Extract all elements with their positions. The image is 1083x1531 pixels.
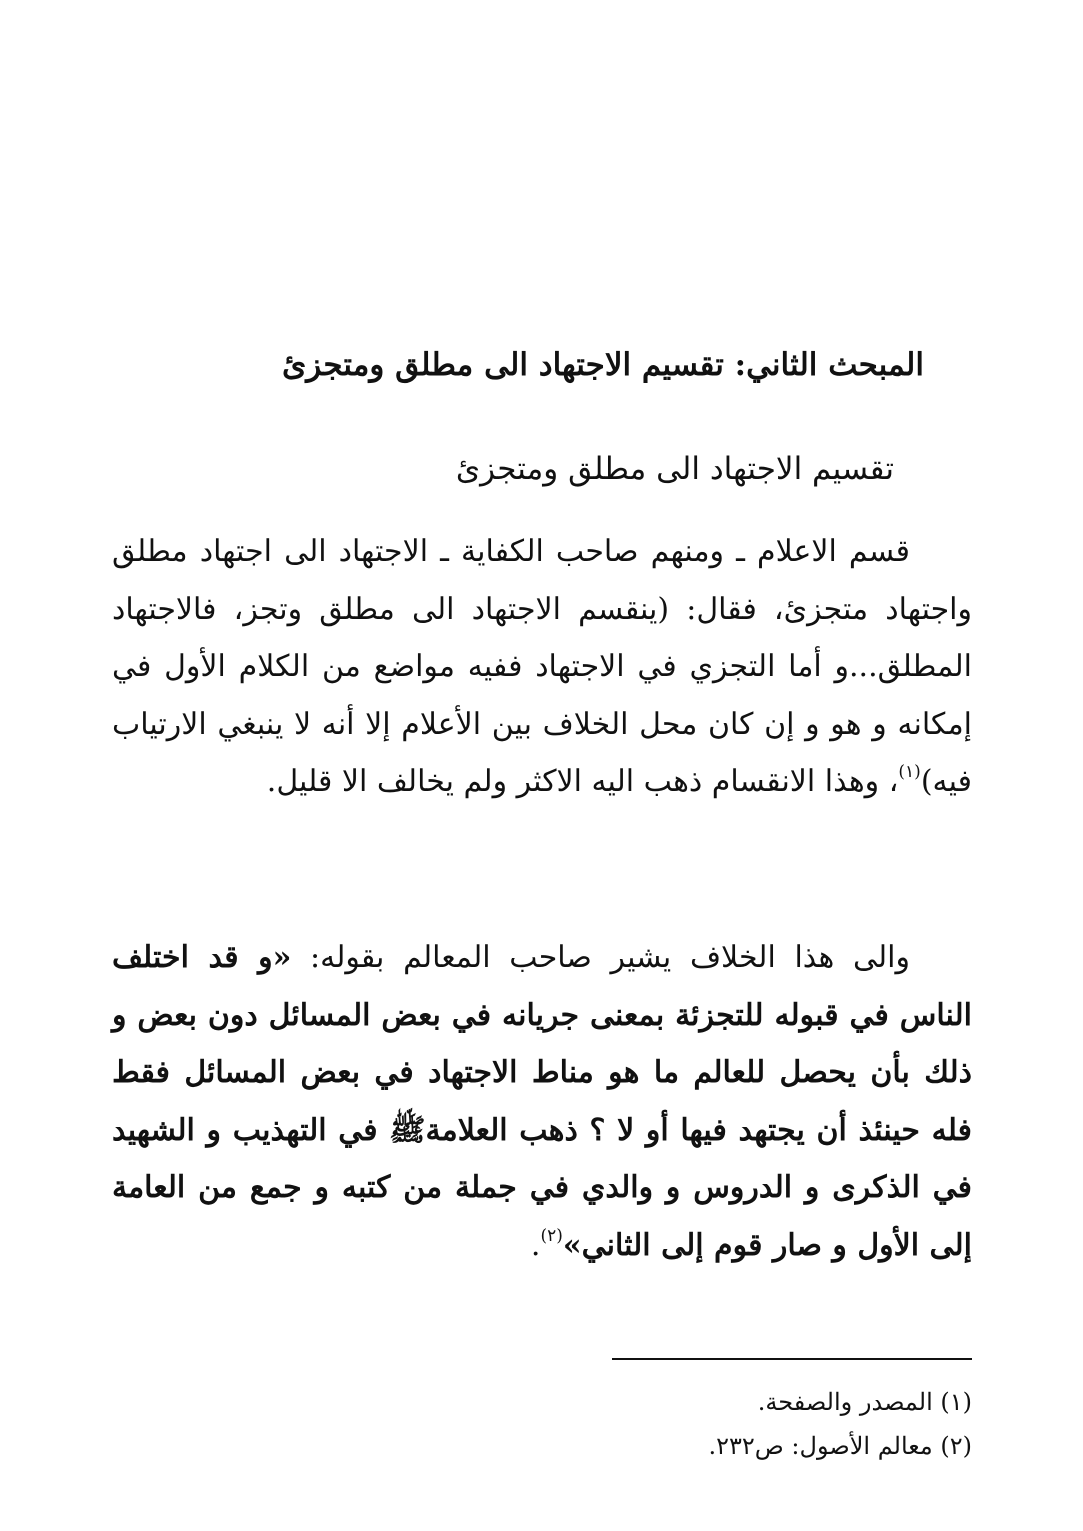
paragraph-1 xyxy=(112,523,972,811)
footnote-divider xyxy=(612,1358,972,1360)
paragraph-1-tail: ، وهذا الانقسام ذهب اليه الاكثر ولم يخالف الا قليل. xyxy=(266,764,899,799)
section-title: المبحث الثاني: تقسيم الاجتهاد الى مطلق ومتجزئ xyxy=(282,347,924,383)
paragraph-2-quote: «و قد اختلف الناس في قبوله للتجزئة بمعنى جريانه في بعض المسائل دون بعض و ذلك بأن يحصل للعالم ما هو مناط الاجتهاد في بعض المسائل فقط فله حينئذ أن يجتهد فيها أو لا ؟ ذهب العلامةﷺ في التهذيب و الشهيد في الذكرى و الدروس و والدي في جملة من كتبه و جمع من العامة إلى الأول و صار قوم إلى الثاني» xyxy=(112,940,972,1263)
paragraph-1-text: قسم الاعلام ـ ومنهم صاحب الكفاية ـ الاجتهاد الى اجتهاد مطلق واجتهاد متجزئ، فقال: (ينقسم الاجتهاد الى مطلق وتجز، فالاجتهاد المطلق...و أما التجزي في الاجتهاد ففيه مواضع من الكلام الأول في إمكانه و هو و إن كان محل الخلاف بين الأعلام إلا أنه لا ينبغي الارتياب فيه) xyxy=(112,534,972,799)
paragraph-2-tail: . xyxy=(530,1227,541,1263)
paragraph-2-lead: والى هذا الخلاف يشير صاحب المعالم بقوله: xyxy=(291,940,910,975)
footnote-reference-1[interactable]: (١) xyxy=(898,762,921,782)
section-subtitle: تقسيم الاجتهاد الى مطلق ومتجزئ xyxy=(455,451,894,487)
paragraph-2 xyxy=(112,929,972,1274)
footnote-reference-2[interactable]: (٢) xyxy=(540,1225,563,1246)
footnote-1: (١) المصدر والصفحة. xyxy=(757,1388,972,1416)
footnotes xyxy=(112,1380,972,1468)
footnote-2: (٢) معالم الأصول: ص٢٣٢. xyxy=(708,1432,972,1460)
